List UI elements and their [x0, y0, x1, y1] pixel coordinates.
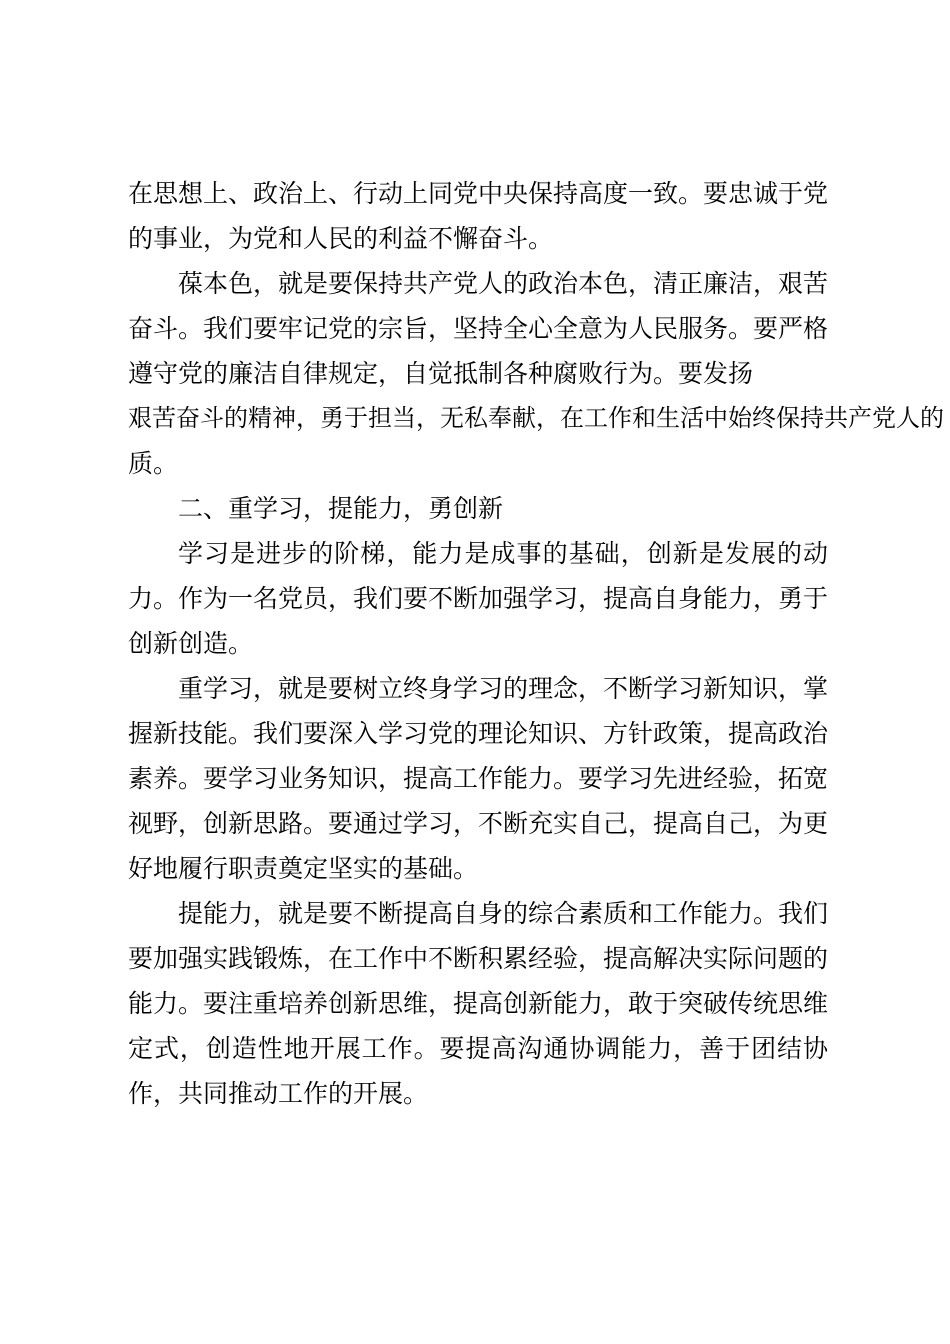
paragraph-improve-ability: 提能力，就是要不断提高自身的综合素质和工作能力。我们要加强实践锻炼，在工作中不断积累经验，提高解决实际问题的能力。要注重培养创新思维，提高创新能力，敢于突破传统思维定式，创造性地开展工作。要提高沟通协调能力，善于团结协作，共同推动工作的开展。: [128, 899, 829, 1108]
paragraph-emphasize-learning: 重学习，就是要树立终身学习的理念，不断学习新知识，掌握新技能。我们要深入学习党的理论知识、方针政策，提高政治素养。要学习业务知识，提高工作能力。要学习先进经验，拓宽视野，创新思路。要通过学习，不断充实自己，提高自己，为更好地履行职责奠定坚实的基础。: [128, 674, 829, 883]
paragraph-fragment: 质。: [128, 449, 179, 478]
section-heading: 二、重学习，提能力，勇创新: [178, 494, 504, 523]
paragraph-learning-intro: 学习是进步的阶梯，能力是成事的基础，创新是发展的动力。作为一名党员，我们要不断加强学习，提高自身能力，勇于创新创造。: [128, 539, 829, 658]
paragraph-loyalty: 在思想上、政治上、行动上同党中央保持高度一致。要忠诚于党的事业，为党和人民的利益不懈奋斗。: [128, 179, 829, 253]
paragraph-hard-work-line: 艰苦奋斗的精神，勇于担当，无私奉献，在工作和生活中始终保持共产党人的: [128, 404, 944, 432]
paragraph-keep-true-color: 葆本色，就是要保持共产党人的政治本色，清正廉洁，艰苦奋斗。我们要牢记党的宗旨，坚持全心全意为人民服务。要严格遵守党的廉洁自律规定，自觉抵制各种腐败行为。要发扬: [128, 269, 829, 388]
document-body: [128, 171, 944, 1116]
